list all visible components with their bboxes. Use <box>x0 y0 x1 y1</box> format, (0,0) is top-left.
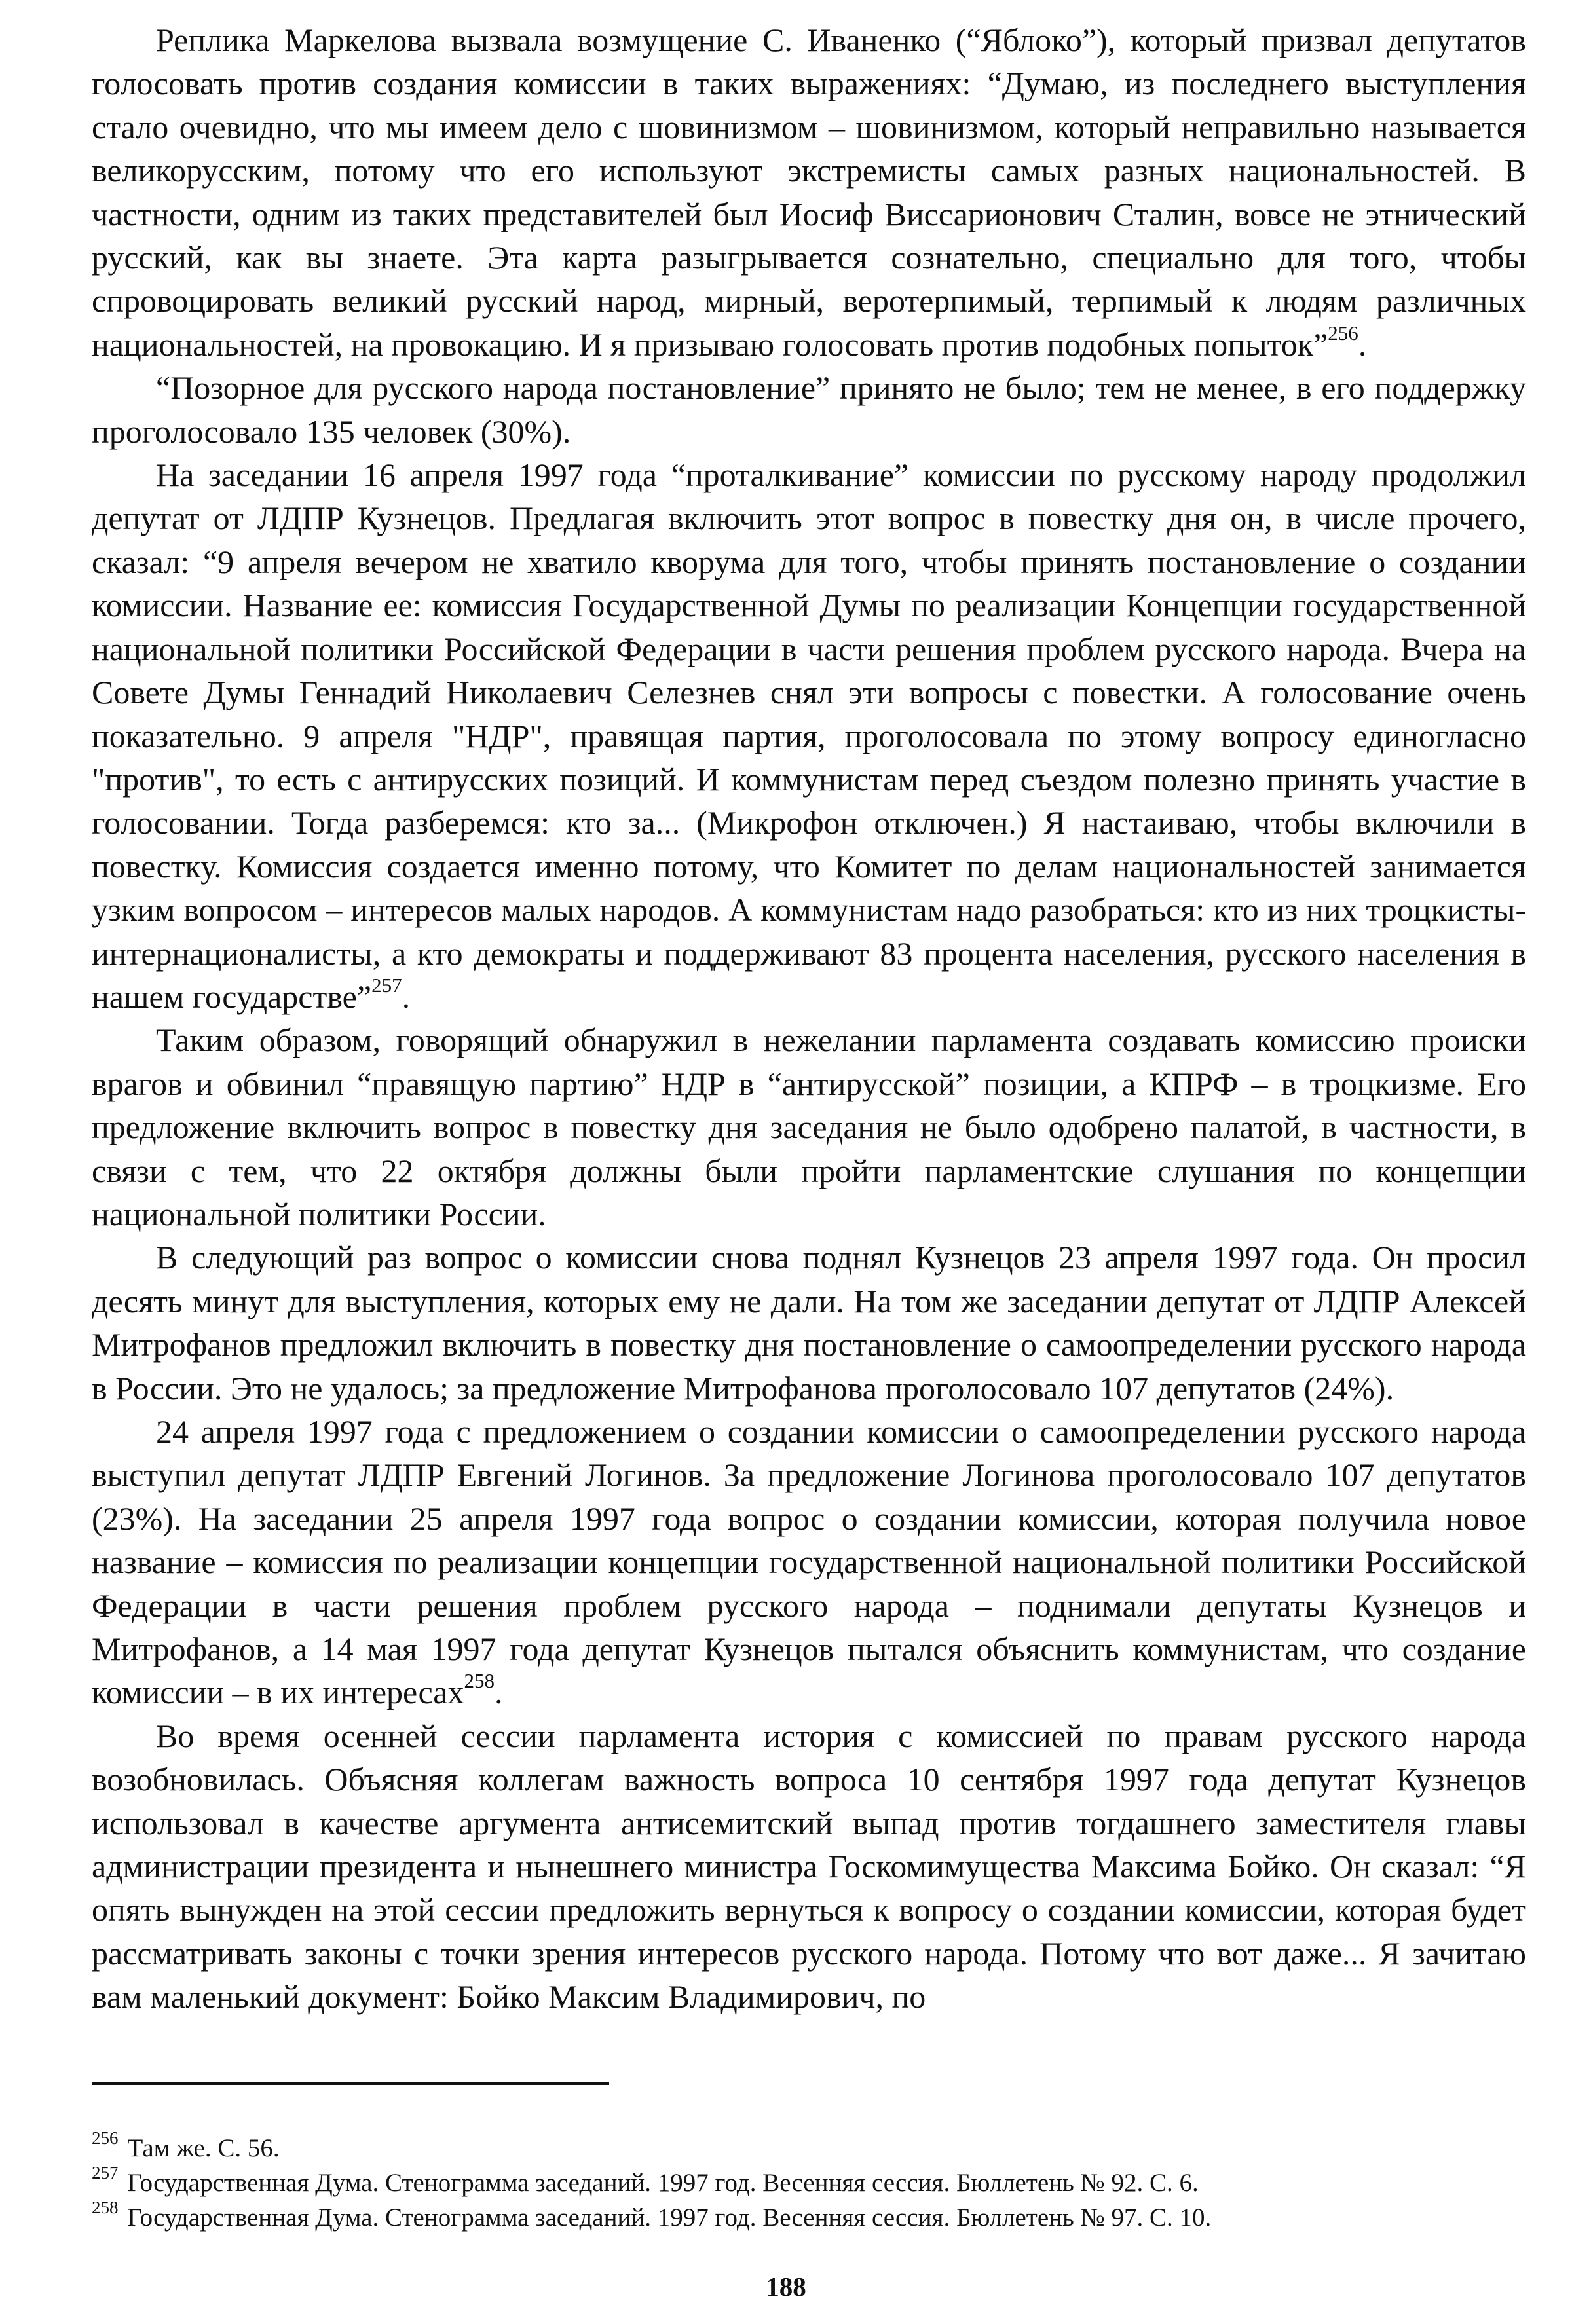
footnotes <box>92 2128 1526 2235</box>
main-text <box>92 18 1526 2019</box>
footnote-separator <box>92 2082 609 2085</box>
paragraph-text: “Позорное для русского народа постановление” принято не было; тем не менее, в его поддержку проголосовало 135 человек (30%). <box>92 369 1526 450</box>
paragraph-text: Таким образом, говорящий обнаружил в нежелании парламента создавать комиссию происки врагов и обвинил “правящую партию” НДР в “антирусской” позиции, а КПРФ – в троцкизме. Его предложение включить вопрос в повестку дня заседания не было одобрено палатой, в частности, в связи с тем, что 22 октября должны были пройти парламентские слушания по концепции национальной политики России. <box>92 1022 1526 1232</box>
paragraph-1 <box>92 18 1526 366</box>
paragraph-text: В следующий раз вопрос о комиссии снова поднял Кузнецов 23 апреля 1997 года. Он просил десять минут для выступления, которых ему не дали. На том же заседании депутат от ЛДПР Алексей Митрофанов предложил включить в повестку дня постановление о самоопределении русского народа в России. Это не удалось; за предложение Митрофанова проголосовало 107 депутатов (24%). <box>92 1239 1526 1407</box>
footnote-ref-258[interactable]: 258 <box>464 1669 495 1693</box>
footnote-number: 258 <box>92 2198 119 2218</box>
paragraph-text: На заседании 16 апреля 1997 года “проталкивание” комиссии по русскому народу продолжил депутат от ЛДПР Кузнецов. Предлагая включить этот вопрос в повестку дня он, в числе прочего, сказал: “9 апреля вечером не хватило кворума для того, чтобы принять постановление о создании комиссии. Название ее: комиссия Государственной Думы по реализации Концепции государственной национальной политики Российской Федерации в части решения проблем русского народа. Вчера на Совете Думы Геннадий Николаевич Селезнев снял эти вопросы с повестки. А голосование очень показательно. 9 апреля "НДР", правящая партия, проголосовала по этому вопросу единогласно "против", то есть с антирусских позиций. И коммунистам перед съездом полезно принять участие в голосовании. Тогда разберемся: кто за... (Микрофон отключен.) Я настаиваю, чтобы включили в повестку. Комиссия создается именно потому, что Комитет по делам национальностей занимается узким вопросом – интересов малых народов. А коммунистам надо разобраться: кто из них троцкисты-интернационалисты, а кто демократы и поддерживают 83 процента населения, русского населения в нашем государстве” <box>92 456 1526 1015</box>
footnote-256 <box>92 2128 1526 2166</box>
paragraph-tail: . <box>494 1674 503 1711</box>
paragraph-text: 24 апреля 1997 года с предложением о создании комиссии о самоопределении русского народа выступил депутат ЛДПР Евгений Логинов. За предложение Логинова проголосовало 107 депутатов (23%). На заседании 25 апреля 1997 года вопрос о создании комиссии, которая получила новое название – комиссия по реализации концепции государственной национальной политики Российской Федерации в части решения проблем русского народа – поднимали депутаты Кузнецов и Митрофанов, а 14 мая 1997 года депутат Кузнецов пытался объяснить коммунистам, что создание комиссии – в их интересах <box>92 1413 1526 1711</box>
paragraph-7 <box>92 1714 1526 2019</box>
footnote-number: 256 <box>92 2128 119 2149</box>
paragraph-text: Во время осенней сессии парламента история с комиссией по правам русского народа возобновилась. Объясняя коллегам важность вопроса 10 сентября 1997 года депутат Кузнецов использовал в качестве аргумента антисемитский выпад против тогдашнего заместителя главы администрации президента и нынешнего министра Госкомимущества Максима Бойко. Он сказал: “Я опять вынужден на этой сессии предложить вернуться к вопросу о создании комиссии, которая будет рассматривать законы с точки зрения интересов русского народа. Потому что вот даже... Я зачитаю вам маленький документ: Бойко Максим Владимирович, по <box>92 1717 1526 2016</box>
paragraph-4 <box>92 1018 1526 1236</box>
footnote-258 <box>92 2200 1526 2235</box>
footnote-text: Там же. С. 56. <box>127 2134 280 2162</box>
footnote-text: Государственная Дума. Стенограмма заседаний. 1997 год. Весенняя сессия. Бюллетень № 97. С. 10. <box>127 2204 1212 2232</box>
paragraph-tail: . <box>1358 325 1367 363</box>
paragraph-3 <box>92 453 1526 1018</box>
footnote-text: Государственная Дума. Стенограмма заседаний. 1997 год. Весенняя сессия. Бюллетень № 92. С. 6. <box>127 2169 1199 2197</box>
paragraph-6 <box>92 1410 1526 1714</box>
footnote-ref-257[interactable]: 257 <box>371 973 402 997</box>
paragraph-2 <box>92 366 1526 453</box>
page-number: 188 <box>766 2272 806 2302</box>
footnote-ref-256[interactable]: 256 <box>1328 321 1358 344</box>
footnote-number: 257 <box>92 2163 119 2183</box>
footnote-257 <box>92 2163 1526 2200</box>
paragraph-text: Реплика Маркелова вызвала возмущение С. Иваненко (“Яблоко”), который призвал депутатов голосовать против создания комиссии в таких выражениях: “Думаю, из последнего выступления стало очевидно, что мы имеем дело с шовинизмом – шовинизмом, который неправильно называется великорусским, потому что его используют экстремисты самых разных национальностей. В частности, одним из таких представителей был Иосиф Виссарионович Сталин, вовсе не этнический русский, как вы знаете. Эта карта разыгрывается сознательно, специально для того, чтобы спровоцировать великий русский народ, мирный, веротерпимый, терпимый к людям различных национальностей, на провокацию. И я призываю голосовать против подобных попыток” <box>92 22 1526 363</box>
paragraph-5 <box>92 1236 1526 1410</box>
paragraph-tail: . <box>402 978 411 1015</box>
